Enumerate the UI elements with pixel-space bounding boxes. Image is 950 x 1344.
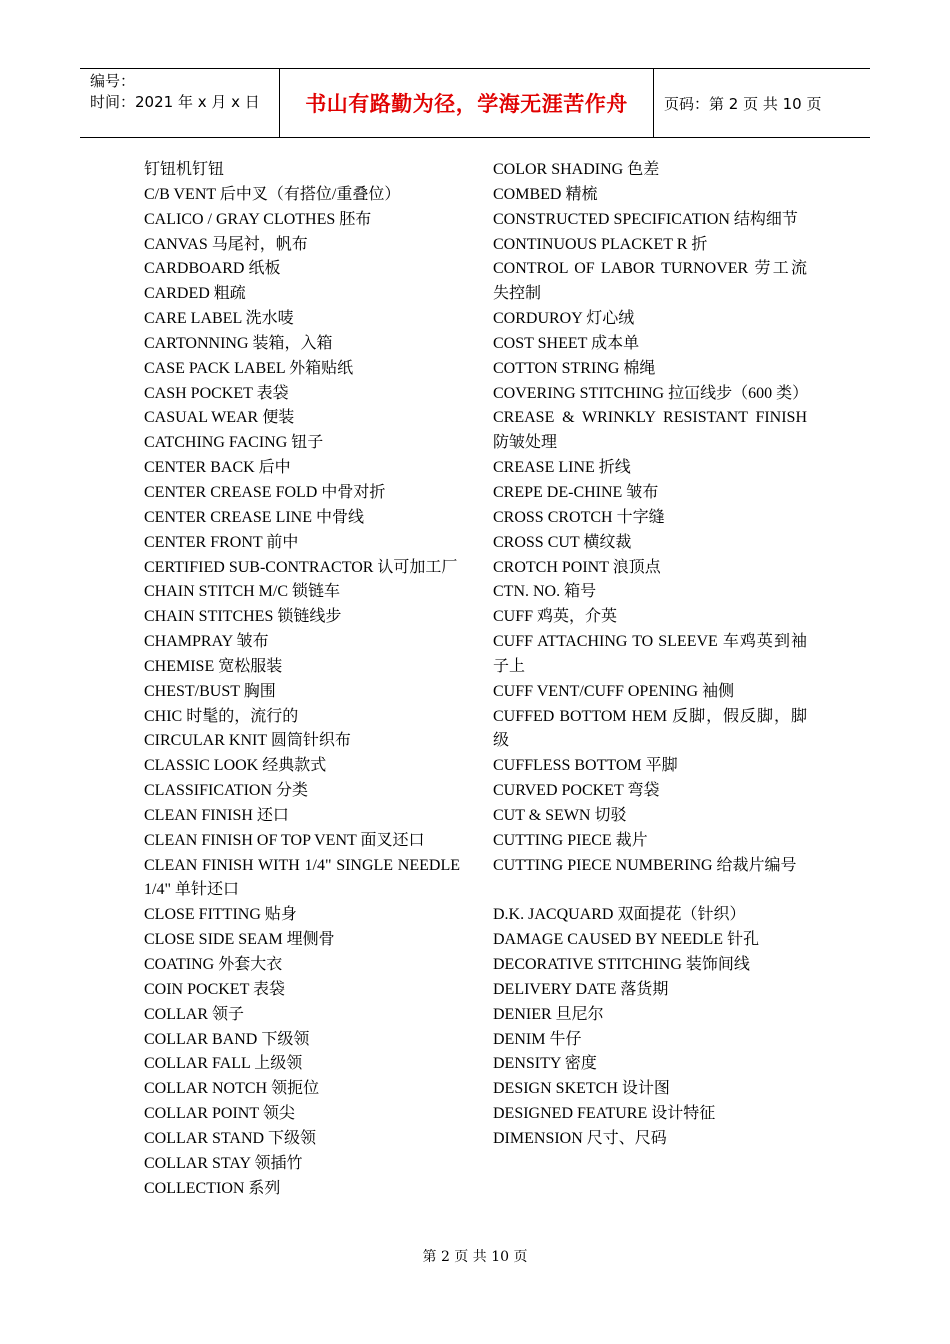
glossary-entry: CHAMPRAY 皱布 — [144, 633, 269, 651]
glossary-entry: CARE LABEL 洗水唛 — [144, 310, 294, 328]
glossary-entry: D.K. JACQUARD 双面提花（针织） — [493, 906, 746, 924]
glossary-entry: COLLAR STAND 下级领 — [144, 1129, 317, 1147]
glossary-entry: CHEMISE 宽松服装 — [144, 657, 283, 675]
glossary-entry: DENIER 旦尼尔 — [493, 1005, 604, 1023]
glossary-entry: COIN POCKET 表袋 — [144, 980, 286, 998]
glossary-entry: CONTINUOUS PLACKET R 折 — [493, 235, 708, 253]
glossary-entry: CUFF 鸡英，介英 — [493, 608, 618, 626]
header-page-info: 页码：第 2 页 共 10 页 — [664, 94, 822, 113]
glossary-entry: CHEST/BUST 胸围 — [144, 682, 276, 700]
glossary-left-column — [144, 158, 460, 1201]
glossary-entry: CANVAS 马尾衬，帆布 — [144, 235, 308, 253]
glossary-entry: DELIVERY DATE 落货期 — [493, 980, 669, 998]
page-footer: 第 2 页 共 10 页 — [422, 1249, 528, 1265]
glossary-entry: CLASSIFICATION 分类 — [144, 782, 309, 800]
glossary-entry: CUFF VENT/CUFF OPENING 袖侧 — [493, 682, 735, 700]
glossary-entry: CUFFLESS BOTTOM 平脚 — [493, 757, 678, 775]
glossary-entry: COATING 外套大衣 — [144, 956, 283, 973]
glossary-entry: CLEAN FINISH 还口 — [144, 806, 289, 824]
glossary-entry: COLLECTION 系列 — [144, 1179, 281, 1197]
glossary-entry: CREPE DE-CHINE 皱布 — [493, 483, 659, 501]
entry-spacer — [493, 878, 807, 903]
glossary-entry: CASUAL WEAR 便装 — [144, 409, 295, 427]
glossary-entry: COMBED 精梳 — [493, 185, 598, 203]
glossary-entry: CUTTING PIECE 裁片 — [493, 831, 648, 849]
glossary-entry: CROSS CROTCH 十字缝 — [493, 508, 665, 526]
glossary-entry: CUTTING PIECE NUMBERING 给裁片编号 — [493, 856, 797, 874]
glossary-entry: CLOSE SIDE SEAM 埋侧骨 — [144, 931, 335, 949]
glossary-entry: COST SHEET 成本单 — [493, 334, 640, 352]
glossary-entry: 钉钮机钉钮 — [144, 161, 225, 178]
glossary-entry: DESIGN SKETCH 设计图 — [493, 1080, 670, 1098]
glossary-entry: COLLAR POINT 领尖 — [144, 1105, 295, 1123]
glossary-entry: DAMAGE CAUSED BY NEEDLE 针孔 — [493, 931, 760, 949]
glossary-entry: CALICO / GRAY CLOTHES 胚布 — [144, 210, 372, 228]
glossary-entry: COLOR SHADING 色差 — [493, 161, 660, 178]
glossary-entry: C/B VENT 后中叉（有搭位/重叠位） — [144, 185, 401, 203]
glossary-entry: CUT & SEWN 切驳 — [493, 806, 627, 824]
glossary-entry: CORDUROY 灯心绒 — [493, 310, 635, 328]
glossary-entry: CENTER BACK 后中 — [144, 459, 291, 477]
glossary-entry: CASE PACK LABEL 外箱贴纸 — [144, 359, 354, 377]
glossary-entry: CLASSIC LOOK 经典款式 — [144, 757, 327, 775]
glossary-entry: DESIGNED FEATURE 设计特征 — [493, 1105, 716, 1123]
page-header — [80, 68, 870, 138]
glossary-entry: DECORATIVE STITCHING 装饰间线 — [493, 956, 750, 973]
glossary-entry: CARDED 粗疏 — [144, 285, 246, 303]
glossary-entry: CLEAN FINISH OF TOP VENT 面叉还口 — [144, 831, 425, 849]
glossary-entry: COLLAR STAY 领插竹 — [144, 1154, 303, 1172]
header-motto: 书山有路勤为径，学海无涯苦作舟 — [280, 69, 654, 137]
glossary-entry: CARTONNING 装箱，入箱 — [144, 334, 333, 352]
header-meta — [80, 69, 280, 137]
glossary-entry: CONTROL OF LABOR TURNOVER 劳工流失控制 — [493, 260, 807, 303]
glossary-entry: CIRCULAR KNIT 圆筒针织布 — [144, 732, 351, 750]
header-number-label: 编号： — [90, 72, 136, 90]
glossary-entry: CENTER CREASE FOLD 中骨对折 — [144, 483, 386, 501]
glossary-entry: COLLAR FALL 上级领 — [144, 1055, 303, 1073]
header-time-label: 时间：2021 年 x 月 x 日 — [90, 93, 260, 111]
glossary-entry: DENSITY 密度 — [493, 1055, 597, 1073]
glossary-entry: CARDBOARD 纸板 — [144, 260, 281, 278]
glossary-entry: CENTER CREASE LINE 中骨线 — [144, 508, 364, 526]
glossary-entry: CHIC 时髦的，流行的 — [144, 707, 299, 725]
glossary-entry: CHAIN STITCHES 锁链线步 — [144, 608, 342, 626]
glossary-entry: COTTON STRING 棉绳 — [493, 359, 656, 377]
glossary-entry: DENIM 牛仔 — [493, 1030, 582, 1048]
glossary-entry: CREASE LINE 折线 — [493, 459, 631, 477]
glossary-entry: CASH POCKET 表袋 — [144, 384, 289, 402]
glossary-entry: COLLAR BAND 下级领 — [144, 1030, 310, 1048]
glossary-entry: CENTER FRONT 前中 — [144, 533, 299, 551]
glossary-entry: CUFFED BOTTOM HEM 反脚，假反脚，脚级 — [493, 707, 807, 750]
glossary-entry: CHAIN STITCH M/C 锁链车 — [144, 583, 341, 601]
glossary-entry: CUFF ATTACHING TO SLEEVE 车鸡英到袖子上 — [493, 633, 807, 675]
glossary-entry: CROTCH POINT 浪顶点 — [493, 558, 661, 576]
glossary-entry: CREASE & WRINKLY RESISTANT FINISH 防皱处理 — [493, 409, 807, 452]
glossary-entry: CROSS CUT 横纹裁 — [493, 533, 632, 551]
glossary-entry: CONSTRUCTED SPECIFICATION 结构细节 — [493, 210, 798, 228]
glossary-entry: CATCHING FACING 钮子 — [144, 434, 324, 452]
glossary-entry: CERTIFIED SUB-CONTRACTOR 认可加工厂 — [144, 558, 458, 576]
glossary-right-column — [493, 158, 807, 1152]
glossary-entry: CURVED POCKET 弯袋 — [493, 782, 660, 800]
glossary-entry: DIMENSION 尺寸、尺码 — [493, 1129, 667, 1147]
glossary-entry: COVERING STITCHING 拉冚线步（600 类） — [493, 384, 809, 402]
glossary-entry: COLLAR NOTCH 领扼位 — [144, 1080, 320, 1098]
glossary-entry: CLEAN FINISH WITH 1/4" SINGLE NEEDLE 1/4" 单针还口 — [144, 856, 460, 899]
glossary-entry: CLOSE FITTING 贴身 — [144, 906, 297, 924]
glossary-entry: COLLAR 领子 — [144, 1005, 245, 1023]
glossary-entry: CTN. NO. 箱号 — [493, 583, 597, 601]
